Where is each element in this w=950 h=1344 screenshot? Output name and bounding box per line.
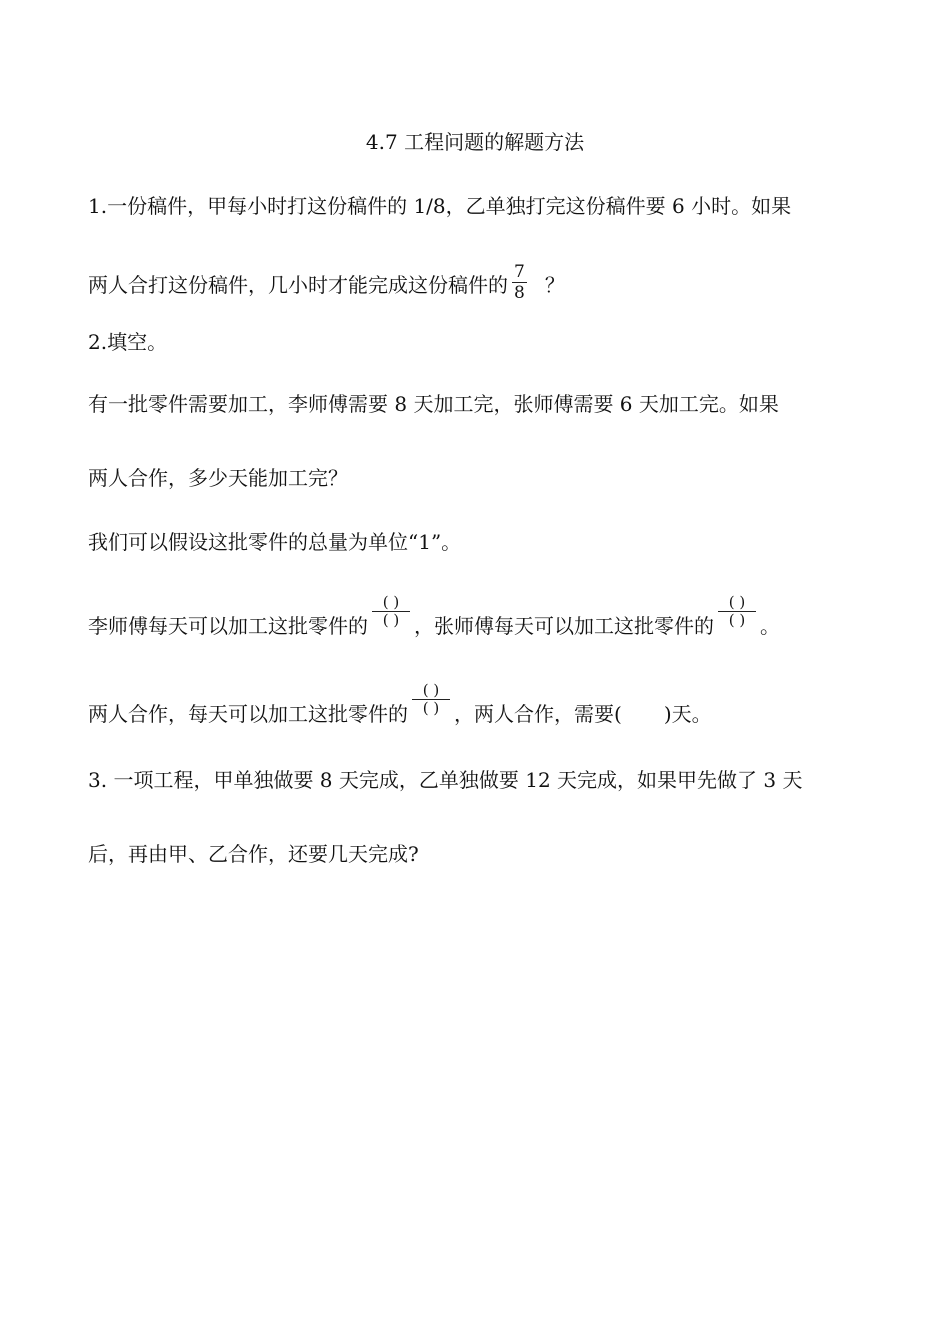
blank-denominator: ( ) (382, 611, 400, 629)
q1-line2-end: ？ (544, 273, 565, 297)
q2-line4-b: ，张师傅每天可以加工这批零件的 (414, 614, 714, 638)
q3-line2: 后，再由甲、乙合作，还要几天完成? (88, 842, 419, 866)
q2-line4-c: 。 (760, 614, 780, 638)
q2-line2: 两人合作，多少天能加工完？ (88, 466, 348, 490)
blank-numerator: ( ) (412, 682, 450, 700)
blank-fraction-zhang[interactable] (718, 594, 756, 629)
q2-line5-b: ，两人合作，需要( (454, 702, 622, 726)
q3-line1: 3. 一项工程，甲单独做要 8 天完成，乙单独做要 12 天完成，如果甲先做了 3 天 (88, 768, 803, 792)
blank-denominator: ( ) (422, 699, 440, 717)
q1-line2 (88, 262, 565, 307)
blank-fraction-together[interactable] (412, 682, 450, 717)
q2-line5-c: )天。 (663, 702, 712, 726)
blank-numerator: ( ) (372, 594, 410, 612)
q1-line1: 1.一份稿件，甲每小时打这份稿件的 1/8，乙单独打完这份稿件要 6 小时。如果 (88, 194, 792, 218)
page-title: 4.7 工程问题的解题方法 (365, 130, 585, 154)
q1-line2-text: 两人合打这份稿件，几小时才能完成这份稿件的 (88, 273, 508, 297)
q2-line5-a: 两人合作，每天可以加工这批零件的 (88, 702, 408, 726)
q2-line1: 有一批零件需要加工，李师傅需要 8 天加工完，张师傅需要 6 天加工完。如果 (88, 392, 779, 416)
blank-fraction-li[interactable] (372, 594, 410, 629)
q2-line5 (88, 681, 712, 733)
q2-heading: 2.填空。 (88, 330, 168, 354)
fraction-numerator: 7 (514, 262, 525, 282)
q2-line4-a: 李师傅每天可以加工这批零件的 (88, 614, 368, 638)
blank-numerator: ( ) (718, 594, 756, 612)
q2-line3: 我们可以假设这批零件的总量为单位“1”。 (88, 530, 462, 554)
fraction-7-8 (512, 262, 527, 303)
q2-line4 (88, 593, 780, 645)
fraction-denominator: 8 (514, 283, 525, 303)
blank-denominator: ( ) (728, 611, 746, 629)
